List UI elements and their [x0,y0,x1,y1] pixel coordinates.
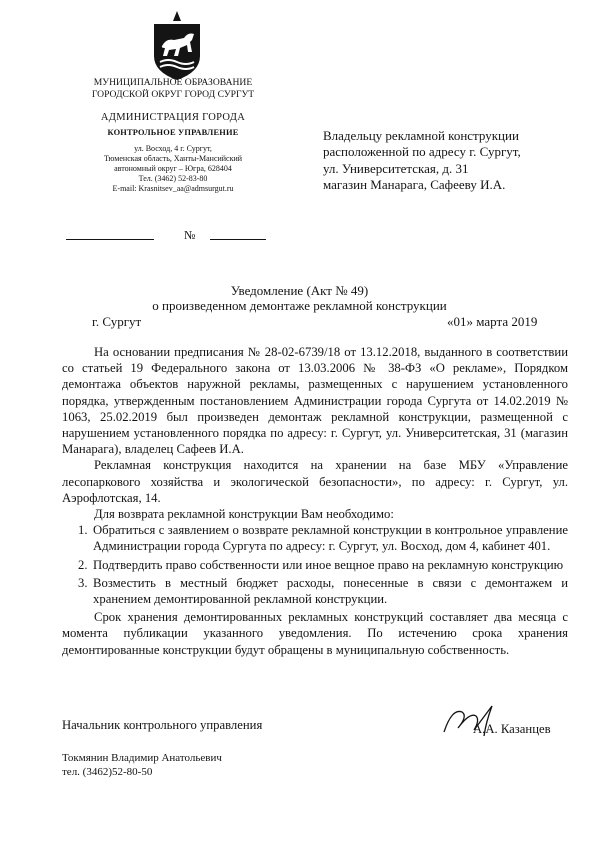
org-name-line2: ГОРОДСКОЙ ОКРУГ ГОРОД СУРГУТ [91,89,255,100]
recipient-line: расположенной по адресу г. Сургут, [323,144,521,160]
address-line: ул. Восход, 4 г. Сургут, [134,144,212,153]
email-line: E-mail: Krasnitsev_aa@admsurgut.ru [112,184,234,193]
org-name-line1: МУНИЦИПАЛЬНОЕ ОБРАЗОВАНИЕ [93,77,253,88]
list-item-text: Возместить в местный бюджет расходы, понесенные в связи с демонтажем и хранением демонтированной рекламной конструкции. [93,575,568,607]
document-date: «01» марта 2019 [447,314,538,329]
phone-line: Тел. (3462) 52-83-80 [138,174,208,183]
admin-name: АДМИНИСТРАЦИЯ ГОРОДА [100,112,246,123]
registration-date-line [66,239,154,240]
list-item-number: 2. [78,557,88,572]
document-body [62,344,568,658]
list-item-text: Обратиться с заявлением о возврате рекламной конструкции в контрольное управление Администрации города Сургута по адресу: г. Сургут, ул. Восход, дом 4, кабинет 401. [93,523,568,554]
signatory-title: Начальник контрольного управления [62,718,263,732]
list-item [62,522,568,554]
signatory-name: А.А. Казанцев [473,722,551,736]
list-item-number: 1. [78,523,88,538]
body-paragraph: На основании предписания № 28-02-6739/18 от 13.12.2018, выданного в соответствии со статьей 19 Федерального закона от 13.03.2006 № 38-ФЗ «О рекламе», Порядком демонтажа объектов наружной рекламы, размещенных с нарушением установленного порядка, утвержденным постановлением Администрации города Сургута от 14.02.2019 № 1063, 25.02.2019 был произведен демонтаж рекламной конструкции, размещенной с нарушением установленного порядка по адресу: г. Сургут, ул. Университетская, 31 (магазин Манарага), владелец Сафеев И.А. [62,345,568,457]
address-line: Тюменская область, Ханты-Мансийский [103,154,243,163]
registration-number-sign: № [184,228,196,242]
document-subtitle: о произведенном демонтаже рекламной конструкции [152,298,447,313]
body-paragraph: Рекламная конструкция находится на хранении на базе МБУ «Управление лесопаркового хозяйства и экологической безопасности», по адресу: г. Сургут, ул. Аэрофлотская, 14. [62,458,568,505]
address-line: автономный округ – Югра, 628404 [114,164,232,173]
body-paragraph: Срок хранения демонтированных рекламных конструкций составляет два месяца с момента публикации указанного уведомления. По истечению срока хранения демонтированные конструкции будут обращены в муниципальную собственность. [62,610,568,657]
document-title: Уведомление (Акт № 49) [230,283,369,298]
recipient-line: ул. Университетская, д. 31 [323,160,469,176]
department-name: КОНТРОЛЬНОЕ УПРАВЛЕНИЕ [107,128,239,137]
recipient-block [323,128,563,193]
executor-name: Токмянин Владимир Анатольевич [62,752,222,764]
document-city: г. Сургут [92,314,142,329]
executor-phone: тел. (3462)52-80-50 [62,766,153,778]
list-item [62,557,568,573]
list-item-text: Подтвердить право собственности или иное вещное право на рекламную конструкцию [93,557,564,572]
requirements-list [62,522,568,607]
city-emblem-icon [150,10,204,82]
registration-number-line [210,239,266,240]
list-item [62,575,568,607]
recipient-line: Владельцу рекламной конструкции [323,128,519,143]
body-paragraph: Для возврата рекламной конструкции Вам необходимо: [94,507,394,522]
list-item-number: 3. [78,575,88,590]
recipient-line: магазин Манарага, Сафееву И.А. [323,176,506,192]
